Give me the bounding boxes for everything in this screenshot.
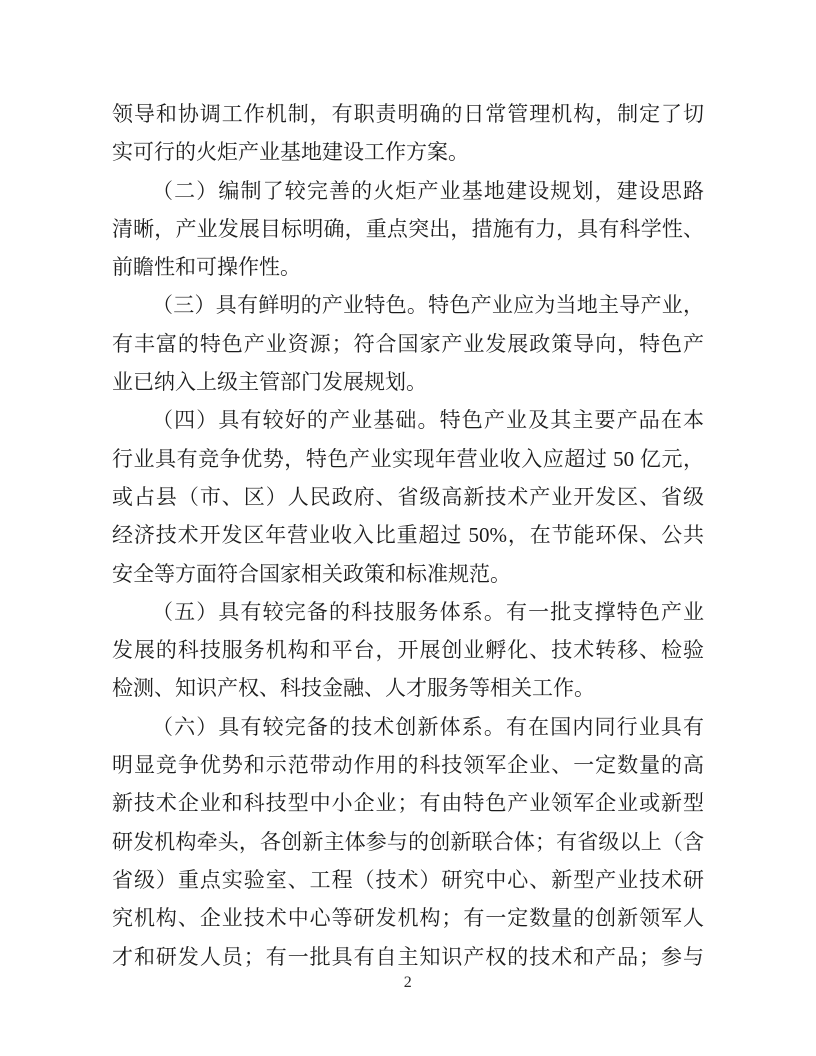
text-line: 才和研发人员；有一批具有自主知识产权的技术和产品；参与 bbox=[112, 944, 704, 969]
paragraph bbox=[112, 286, 704, 401]
text-line: （五）具有较完备的科技服务体系。有一批支撑特色产业 bbox=[152, 599, 704, 624]
paragraph bbox=[112, 593, 704, 708]
text-line: 行业具有竞争优势，特色产业实现年营业收入应超过 50 亿元， bbox=[112, 446, 704, 471]
text-line: 清晰，产业发展目标明确，重点突出，措施有力，具有科学性、 bbox=[112, 216, 704, 241]
text-line: 发展的科技服务机构和平台，开展创业孵化、技术转移、检验 bbox=[112, 638, 704, 663]
text-line: （二）编制了较完善的火炬产业基地建设规划，建设思路 bbox=[152, 178, 704, 203]
text-line: 经济技术开发区年营业收入比重超过 50%，在节能环保、公共 bbox=[112, 523, 704, 548]
document-body bbox=[112, 95, 704, 976]
text-line: 实可行的火炬产业基地建设工作方案。 bbox=[112, 140, 469, 165]
paragraph bbox=[112, 708, 704, 976]
text-line: 检测、知识产权、科技金融、人才服务等相关工作。 bbox=[112, 676, 595, 701]
paragraph bbox=[112, 172, 704, 287]
text-line: 有丰富的特色产业资源；符合国家产业发展政策导向，特色产 bbox=[112, 331, 704, 356]
text-line: （六）具有较完备的技术创新体系。有在国内同行业具有 bbox=[152, 714, 704, 739]
text-line: （三）具有鲜明的产业特色。特色产业应为当地主导产业， bbox=[152, 293, 704, 318]
page-number: 2 bbox=[403, 974, 413, 991]
text-line: （四）具有较好的产业基础。特色产业及其主要产品在本 bbox=[152, 408, 704, 433]
text-line: 究机构、企业技术中心等研发机构；有一定数量的创新领军人 bbox=[112, 906, 704, 931]
paragraph bbox=[112, 401, 704, 592]
text-line: 新技术企业和科技型中小企业；有由特色产业领军企业或新型 bbox=[112, 791, 704, 816]
text-line: 业已纳入上级主管部门发展规划。 bbox=[112, 370, 427, 395]
text-line: 省级）重点实验室、工程（技术）研究中心、新型产业技术研 bbox=[112, 867, 704, 892]
text-line: 领导和协调工作机制，有职责明确的日常管理机构，制定了切 bbox=[112, 102, 704, 126]
paragraph bbox=[112, 95, 704, 172]
text-line: 明显竞争优势和示范带动作用的科技领军企业、一定数量的高 bbox=[112, 753, 704, 778]
text-line: 前瞻性和可操作性。 bbox=[112, 255, 301, 280]
text-line: 或占县（市、区）人民政府、省级高新技术产业开发区、省级 bbox=[112, 484, 704, 509]
text-line: 安全等方面符合国家相关政策和标准规范。 bbox=[112, 561, 511, 586]
text-line: 研发机构牵头，各创新主体参与的创新联合体；有省级以上（含 bbox=[112, 829, 704, 854]
